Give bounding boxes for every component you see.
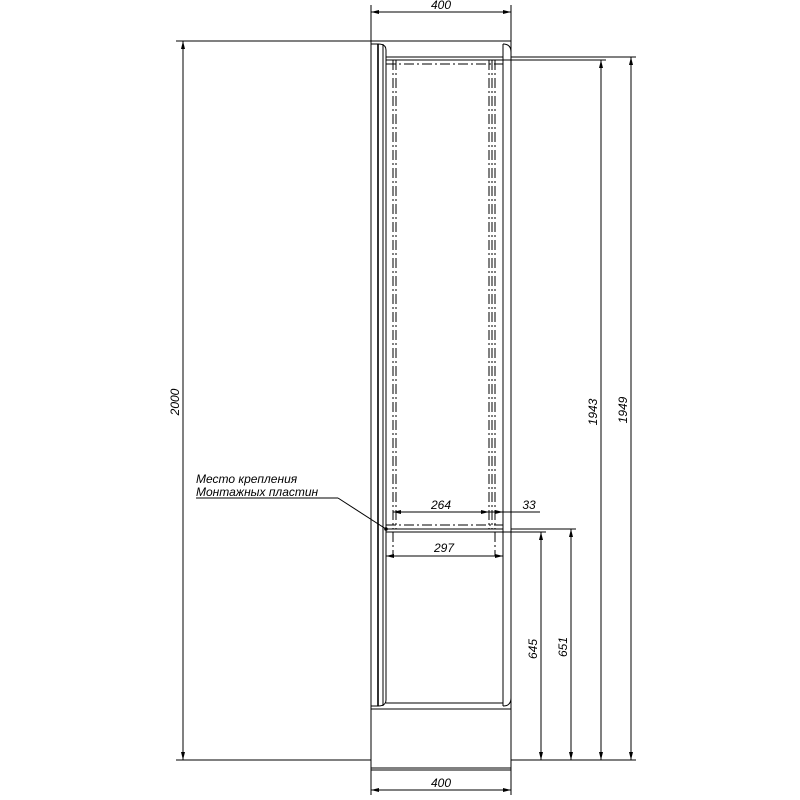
height-1949-label: 1949 — [616, 396, 630, 424]
height-1943-label: 1943 — [586, 398, 600, 426]
dimension-total-height — [168, 41, 371, 760]
dimension-inner-264 — [393, 498, 489, 514]
inner-297-label: 297 — [433, 541, 455, 555]
cabinet-outline — [371, 41, 511, 709]
dimension-inner-297 — [386, 541, 503, 558]
cabinet-body — [371, 41, 511, 709]
dimension-offset-33 — [489, 498, 540, 518]
inner-264-label: 264 — [430, 498, 452, 512]
dimension-height-651 — [511, 529, 576, 760]
total-height-label: 2000 — [168, 388, 182, 416]
dimension-bottom-width — [371, 709, 511, 795]
mounting-point-marker — [384, 527, 388, 531]
annotation-line-1: Место крепления — [196, 472, 298, 486]
height-645-label: 645 — [526, 638, 540, 660]
height-651-label: 651 — [556, 636, 570, 658]
dimension-height-1943 — [386, 60, 606, 760]
annotation-line-2: Монтажных пластин — [196, 485, 319, 499]
bottom-width-label: 400 — [430, 776, 452, 790]
dimension-top-width — [371, 0, 511, 41]
top-width-label: 400 — [430, 0, 452, 12]
offset-33-label: 33 — [522, 498, 536, 512]
hidden-lines — [386, 60, 503, 556]
mounting-annotation — [196, 472, 388, 531]
